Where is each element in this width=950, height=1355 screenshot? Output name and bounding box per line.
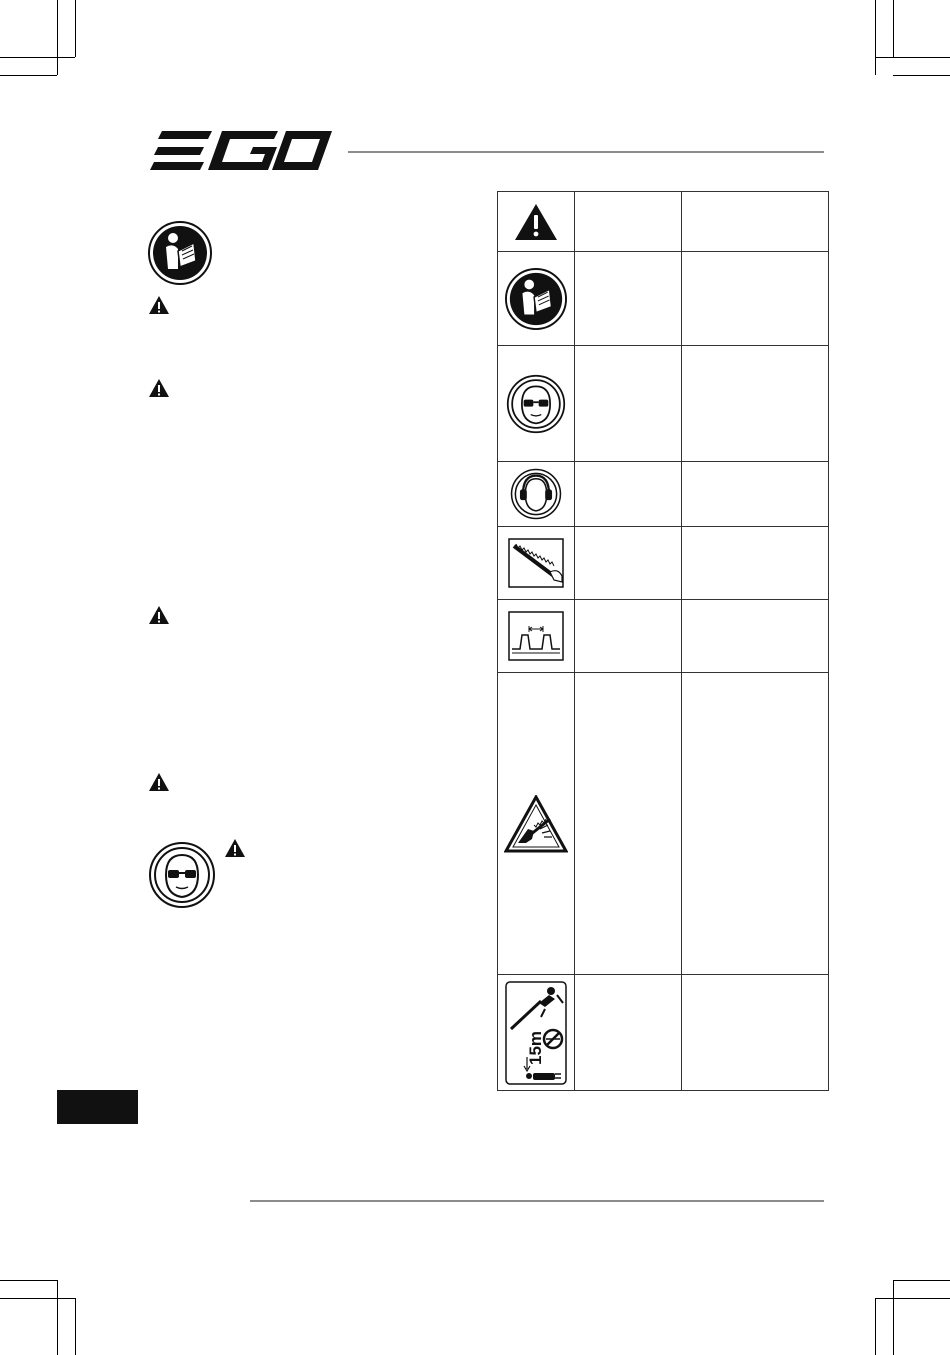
table-cell-name <box>575 527 682 600</box>
warning-triangle-icon <box>148 605 170 625</box>
crop-mark <box>893 75 950 76</box>
table-cell-icon <box>498 527 575 600</box>
table-cell-description <box>682 252 829 346</box>
crop-mark <box>893 1280 950 1281</box>
table-row <box>498 346 829 462</box>
language-tab <box>57 1090 138 1124</box>
table-cell-description <box>682 462 829 527</box>
crop-mark <box>0 75 57 76</box>
safety-alert-icon <box>513 202 559 242</box>
table-cell-name <box>575 600 682 673</box>
table-cell-icon <box>498 192 575 252</box>
table-cell-icon <box>498 673 575 975</box>
table-cell-description <box>682 192 829 252</box>
warning-triangle-icon <box>148 295 170 315</box>
table-cell-description <box>682 975 829 1091</box>
eye-protection-icon <box>148 841 216 909</box>
symbol-table <box>497 191 829 1091</box>
table-row <box>498 527 829 600</box>
crop-mark <box>875 1298 950 1299</box>
crop-mark <box>875 57 950 58</box>
crop-mark <box>57 1280 58 1355</box>
table-row <box>498 192 829 252</box>
table-cell-description <box>682 527 829 600</box>
table-cell-description <box>682 673 829 975</box>
read-manual-icon <box>148 221 212 285</box>
read-manual-icon <box>505 268 567 330</box>
crop-mark <box>893 1280 894 1355</box>
crop-mark <box>57 0 58 75</box>
table-cell-name <box>575 192 682 252</box>
warning-triangle-icon <box>148 772 170 792</box>
cutting-blade-icon <box>508 538 564 588</box>
warning-triangle-icon <box>224 838 246 858</box>
table-row <box>498 975 829 1091</box>
crop-mark <box>75 1298 76 1355</box>
table-row <box>498 673 829 975</box>
ear-protection-icon <box>510 468 562 520</box>
brand-logo <box>150 131 332 171</box>
table-row <box>498 600 829 673</box>
crop-mark <box>875 1298 876 1355</box>
blade-gap-icon <box>508 611 564 661</box>
hand-cut-hazard-icon <box>504 795 568 853</box>
table-cell-description <box>682 346 829 462</box>
header-rule <box>348 151 824 153</box>
table-cell-name <box>575 346 682 462</box>
crop-mark <box>893 0 894 57</box>
table-cell-icon <box>498 346 575 462</box>
table-cell-name <box>575 975 682 1091</box>
table-cell-name <box>575 462 682 527</box>
table-cell-icon <box>498 600 575 673</box>
crop-mark <box>0 1280 57 1281</box>
table-cell-name <box>575 673 682 975</box>
eye-protection-icon <box>506 374 566 434</box>
crop-mark <box>0 1298 75 1299</box>
warning-triangle-icon <box>148 378 170 398</box>
table-cell-icon <box>498 462 575 527</box>
footer-rule <box>250 1200 824 1202</box>
crop-mark <box>0 57 75 58</box>
table-row <box>498 252 829 346</box>
table-row <box>498 462 829 527</box>
distance-label: 15m <box>526 1030 545 1066</box>
crop-mark <box>75 0 76 57</box>
table-cell-icon <box>498 252 575 346</box>
table-cell-description <box>682 600 829 673</box>
table-cell-name <box>575 252 682 346</box>
crop-mark <box>875 0 876 75</box>
